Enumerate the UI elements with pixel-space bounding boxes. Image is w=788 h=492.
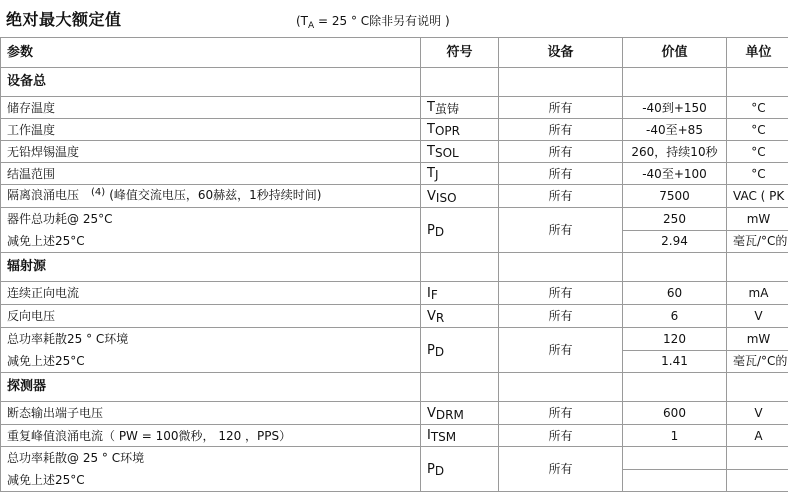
symbol: $T_{OPR}$ [421,119,499,141]
condition-text: = 25 ° C除非另有说明 ) [318,14,450,28]
device: 所有 [499,282,623,305]
param-name: 反向电压 [1,305,421,328]
unit: mA [727,282,788,305]
symbol: $T_{茧铸}$ [421,97,499,119]
device: 所有 [499,141,623,163]
unit: 毫瓦/°C的 [727,230,788,253]
table-row [1,141,788,163]
symbol: $P_D$ [421,208,499,253]
symbol: $V_R$ [421,305,499,328]
unit: V [727,402,788,425]
value: -40至+100 [623,163,727,185]
device: 所有 [499,185,623,208]
unit [727,447,788,470]
param-name: 重复峰值浪涌电流（ PW = 100微秒， 120 ，PPS） [1,425,421,447]
unit: mW [727,328,788,351]
device: 所有 [499,208,623,253]
table-row [1,402,788,425]
table-row [1,208,788,231]
value: 1.41 [623,350,727,373]
symbol: $V_{ISO}$ [421,185,499,208]
section-title: 探测器 [1,373,421,402]
unit: °C [727,97,788,119]
temperature-condition [296,12,450,29]
device: 所有 [499,97,623,119]
device: 所有 [499,402,623,425]
table-row [1,305,788,328]
section-title: 设备总 [1,68,421,97]
param-name: 工作温度 [1,119,421,141]
symbol: $P_D$ [421,328,499,373]
value: -40至+85 [623,119,727,141]
param-name-group: 器件总功耗@ 25°C 减免上述25°C [1,208,421,253]
param-name: 断态输出端子电压 [1,402,421,425]
param-name: 隔离浪涌电压 $^{(4)}$ (峰值交流电压，60赫兹，1秒持续时间) [1,185,421,208]
condition-sub: A [308,21,314,31]
device: 所有 [499,328,623,373]
header-device: 设备 [499,38,623,68]
value: 7500 [623,185,727,208]
header-param: 参数 [1,38,421,68]
value [623,469,727,492]
value: 260，持续10秒 [623,141,727,163]
unit: °C [727,163,788,185]
table-header-row [1,38,788,68]
section-title: 辐射源 [1,253,421,282]
table-row [1,328,788,351]
section-row-total [1,68,788,97]
param-name: 结温范围 [1,163,421,185]
table-row [1,119,788,141]
table-row [1,447,788,470]
symbol: $V_{DRM}$ [421,402,499,425]
value: 1 [623,425,727,447]
unit: °C [727,141,788,163]
unit: 毫瓦/°C的 [727,350,788,373]
param-name: 连续正向电流 [1,282,421,305]
unit: VAC ( PK [727,185,788,208]
param-name: 储存温度 [1,97,421,119]
unit: °C [727,119,788,141]
device: 所有 [499,305,623,328]
header-unit: 单位 [727,38,788,68]
symbol: $P_D$ [421,447,499,492]
unit: A [727,425,788,447]
value: 60 [623,282,727,305]
ratings-table [0,37,788,492]
table-row [1,425,788,447]
symbol: $T_J$ [421,163,499,185]
symbol: $T_{SOL}$ [421,141,499,163]
value: 600 [623,402,727,425]
table-row [1,163,788,185]
value: 6 [623,305,727,328]
symbol: $I_F$ [421,282,499,305]
symbol: $I_{TSM}$ [421,425,499,447]
table-row [1,185,788,208]
param-note: $^{(4)}$ (峰值交流电压，60赫兹，1秒持续时间) [91,188,321,202]
value: 2.94 [623,230,727,253]
value: 120 [623,328,727,351]
param-name-group: 总功率耗散25 ° C环境 减免上述25°C [1,328,421,373]
header-value: 价值 [623,38,727,68]
page-title: 绝对最大额定值 [6,7,122,30]
table-row [1,282,788,305]
unit: V [727,305,788,328]
param-name: 无铅焊锡温度 [1,141,421,163]
table-row [1,97,788,119]
device: 所有 [499,447,623,492]
value [623,447,727,470]
value: -40到+150 [623,97,727,119]
unit: mW [727,208,788,231]
value: 250 [623,208,727,231]
device: 所有 [499,119,623,141]
condition-prefix: (T [296,14,308,28]
param-name-group: 总功率耗散@ 25 ° C环境 减免上述25°C [1,447,421,492]
device: 所有 [499,163,623,185]
unit [727,469,788,492]
section-row-detector [1,373,788,402]
device: 所有 [499,425,623,447]
section-row-emitter [1,253,788,282]
header-symbol: 符号 [421,38,499,68]
